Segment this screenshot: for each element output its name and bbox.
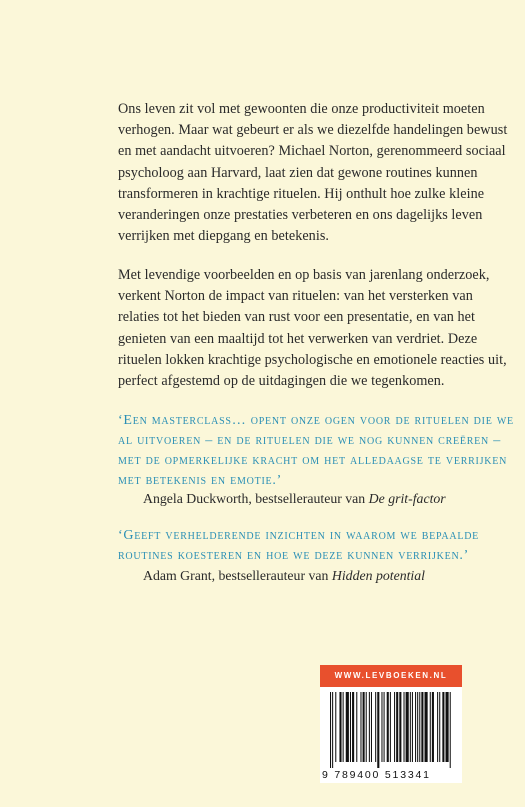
attribution-author: Angela Duckworth, bestsellerauteur van bbox=[143, 491, 369, 506]
barcode-bars bbox=[330, 692, 452, 768]
barcode-bar bbox=[446, 692, 449, 762]
barcode-bar bbox=[384, 692, 385, 762]
review-quote-2: ‘Geeft verhelderende inzichten in waarom we bepaalde routines koesteren en hoe we deze kunnen verrijken.’ bbox=[118, 528, 480, 563]
barcode-bar bbox=[390, 692, 391, 762]
barcode-bar bbox=[350, 692, 351, 762]
barcode-bar bbox=[339, 692, 341, 762]
attribution-author: Adam Grant, bestsellerauteur van bbox=[143, 568, 332, 583]
barcode-bar bbox=[375, 692, 376, 762]
barcode-bar bbox=[406, 692, 409, 762]
barcode-bar bbox=[432, 692, 434, 762]
barcode-bar bbox=[421, 692, 423, 762]
barcode-bar bbox=[425, 692, 428, 762]
barcode-bar bbox=[366, 692, 367, 762]
barcode-bar bbox=[369, 692, 370, 762]
barcode-bar bbox=[356, 692, 357, 762]
barcode-bar bbox=[417, 692, 418, 762]
barcode-bar bbox=[335, 692, 336, 762]
barcode-bar bbox=[437, 692, 438, 762]
publisher-url: WWW.LEVBOEKEN.NL bbox=[320, 665, 462, 687]
barcode-bar bbox=[394, 692, 395, 762]
barcode-bar bbox=[415, 692, 416, 762]
barcode-bar bbox=[381, 692, 382, 762]
barcode-bar bbox=[419, 692, 420, 762]
barcode-bar bbox=[399, 692, 401, 762]
barcode-bar bbox=[363, 692, 365, 762]
barcode-bar bbox=[377, 692, 379, 768]
barcode-bar bbox=[343, 692, 344, 762]
review-quote-1: ‘Een masterclass… opent onze ogen voor de rituelen die we al uitvoeren – en de rituelen die we nog kunnen creëren – met de opmerkelijke kracht om het alledaagse te verrijken met betekenis en emotie.’ bbox=[118, 413, 514, 488]
description-paragraph-2: Met levendige voorbeelden en op basis van jarenlang onderzoek, verkent Norton de impact van rituelen: van het versterken van relaties tot het bieden van rust voor een presentatie, en van het genieten van een maaltijd tot het verwerken van verdriet. Deze rituelen lokken krachtige psychologische en emotionele reacties uit, perfect afgestemd op de uitdagingen die we tegenkomen. bbox=[118, 267, 507, 390]
barcode-bar bbox=[330, 692, 331, 768]
review-attribution-2 bbox=[143, 566, 523, 586]
barcode-bar bbox=[387, 692, 389, 762]
barcode-bar bbox=[410, 692, 411, 762]
barcode-bar bbox=[439, 692, 440, 762]
barcode-bar bbox=[404, 692, 405, 762]
barcode-bar bbox=[332, 692, 333, 768]
isbn-number: 9 789400 513341 bbox=[322, 769, 431, 781]
barcode-bar bbox=[346, 692, 349, 762]
barcode-bar bbox=[371, 692, 372, 762]
attribution-book-title: De grit-factor bbox=[368, 491, 446, 506]
description-paragraph-1: Ons leven zit vol met gewoonten die onze productiviteit moeten verhogen. Maar wat gebeurt er als we diezelfde handelingen bewust en met aandacht uitvoeren? Michael Norton, gerenommeerd sociaal psycholoog aan Harvard, laat zien dat gewone routines kunnen transformeren in krachtige rituelen. Hij onthult hoe zulke kleine veranderingen onze prestaties verbeteren en ons dagelijks leven verrijken met diepgang en betekenis. bbox=[118, 101, 508, 245]
barcode-bar bbox=[442, 692, 444, 762]
barcode-bar bbox=[352, 692, 354, 762]
barcode-bar bbox=[430, 692, 431, 762]
attribution-book-title: Hidden potential bbox=[331, 568, 425, 583]
isbn-barcode-panel bbox=[320, 665, 462, 783]
review-attribution-1 bbox=[143, 489, 523, 509]
barcode-bar bbox=[412, 692, 413, 762]
barcode-bar bbox=[396, 692, 398, 762]
barcode-bar bbox=[360, 692, 361, 762]
barcode-bar bbox=[450, 692, 451, 768]
